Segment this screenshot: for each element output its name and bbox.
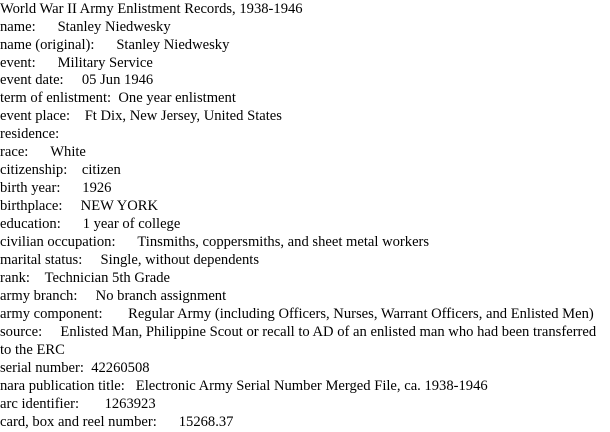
field-value: 42260508 <box>91 360 150 376</box>
field-birth-year <box>0 179 111 197</box>
field-nara-publication-title <box>0 377 488 395</box>
field-label: name (original): <box>0 37 95 53</box>
field-value: One year enlistment <box>118 90 236 106</box>
field-value: 1 year of college <box>82 216 181 232</box>
field-label: event date: <box>0 72 64 88</box>
field-label: arc identifier: <box>0 396 80 412</box>
field-label: army component: <box>0 306 103 322</box>
field-name-original <box>0 36 229 54</box>
field-label: residence: <box>0 126 60 142</box>
field-value: Military Service <box>57 55 153 71</box>
field-label: marital status: <box>0 252 83 268</box>
field-value: 05 Jun 1946 <box>81 72 154 88</box>
field-label: army branch: <box>0 288 78 304</box>
field-value: Stanley Niedwesky <box>57 19 171 35</box>
record-title: World War II Army Enlistment Records, 1938-1946 <box>0 1 303 17</box>
field-value: NEW YORK <box>80 198 159 214</box>
field-value: White <box>50 144 86 160</box>
field-value: No branch assignment <box>95 288 227 304</box>
field-label: source: <box>0 324 43 340</box>
field-serial-number <box>0 359 150 377</box>
field-rank <box>0 269 170 287</box>
field-label: birthplace: <box>0 198 63 214</box>
field-label: citizenship: <box>0 162 68 178</box>
field-value: 1926 <box>82 180 112 196</box>
field-army-component <box>0 305 610 323</box>
field-label: education: <box>0 216 61 232</box>
field-source <box>0 323 600 359</box>
field-label: rank: <box>0 270 30 286</box>
field-value: Electronic Army Serial Number Merged File, ca. 1938-1946 <box>135 378 488 394</box>
field-civilian-occupation <box>0 233 429 251</box>
field-name <box>0 18 171 36</box>
field-event-date <box>0 71 153 89</box>
field-label: birth year: <box>0 180 61 196</box>
field-label: serial number: <box>0 360 84 376</box>
field-marital-status <box>0 251 259 269</box>
field-label: nara publication title: <box>0 378 125 394</box>
field-value: Stanley Niedwesky <box>116 37 230 53</box>
field-value: Tinsmiths, coppersmiths, and sheet metal workers <box>137 234 430 250</box>
field-education <box>0 215 180 233</box>
field-label: name: <box>0 19 36 35</box>
field-citizenship <box>0 161 121 179</box>
field-race <box>0 143 86 161</box>
field-value: 1263923 <box>104 396 156 412</box>
field-value: Regular Army (including Officers, Nurses, Warrant Officers, and Enlisted Men) <box>128 306 594 322</box>
field-army-branch <box>0 287 226 305</box>
field-value: Single, without dependents <box>100 252 260 268</box>
field-value: citizen <box>81 162 121 178</box>
field-label: term of enlistment: <box>0 90 112 106</box>
field-term-of-enlistment <box>0 89 236 107</box>
field-birthplace <box>0 197 158 215</box>
field-label: race: <box>0 144 29 160</box>
field-value: Ft Dix, New Jersey, United States <box>84 108 282 124</box>
field-label: event place: <box>0 108 71 124</box>
field-event <box>0 54 153 72</box>
field-arc-identifier <box>0 395 156 413</box>
field-card-box-reel-number <box>0 413 233 431</box>
field-value: Technician 5th Grade <box>44 270 170 286</box>
field-residence <box>0 125 74 143</box>
field-label: event: <box>0 55 36 71</box>
field-value: Enlisted Man, Philippine Scout or recall to AD of an enlisted man who had been transferred to the ERC <box>0 324 597 358</box>
field-label: card, box and reel number: <box>0 414 157 430</box>
field-value: 15268.37 <box>178 414 234 430</box>
field-event-place <box>0 107 282 125</box>
field-label: civilian occupation: <box>0 234 116 250</box>
